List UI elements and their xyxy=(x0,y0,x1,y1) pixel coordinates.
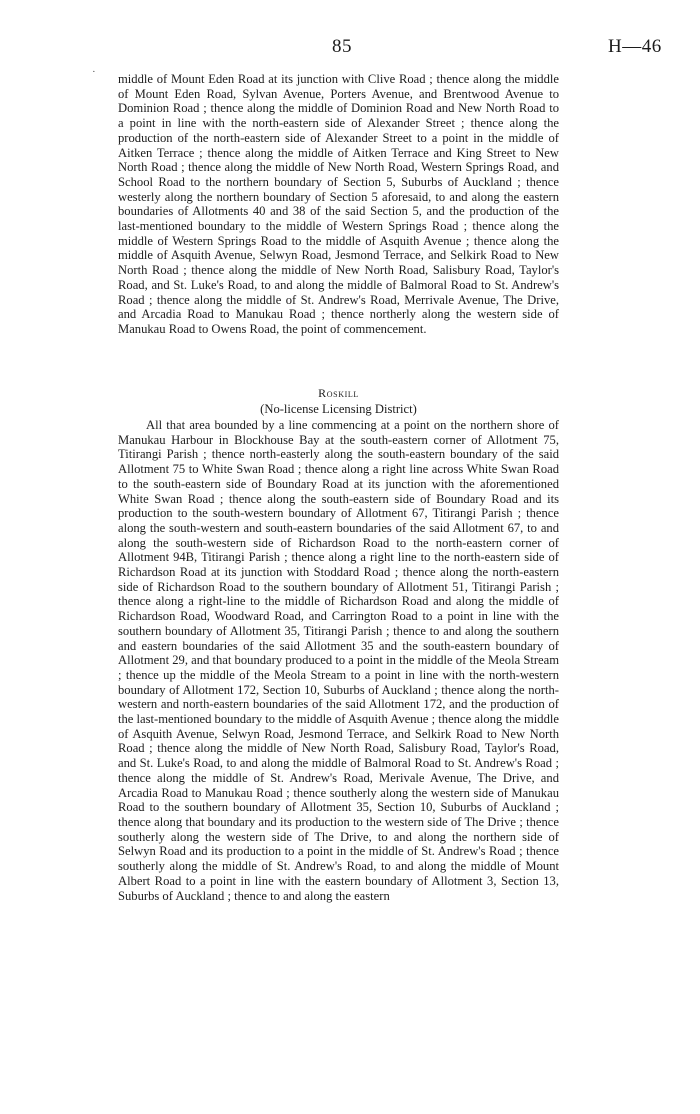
section-subtitle: (No-license Licensing District) xyxy=(260,402,417,416)
section-body-paragraph: All that area bounded by a line commencing at a point on the northern shore of Manukau Harbour in Blockhouse Bay at the south-eastern corner of Allotment 75, Titirangi Parish ; thence north-easterly along the south-eastern boundary of the said Allotment 75 to White Swan Road ; thence along a right line across White Swan Road to the south-eastern side of Boundary Road at its junction with the aforementioned White Swan Road ; thence along the south-eastern side of Boundary Road and its production to the south-western boundary of Allotment 67, Titirangi Parish ; thence along the south-western and south-eastern boundaries of the said Allotment 67, to and along the south-western side of Richardson Road to the north-eastern corner of Allotment 94B, Titirangi Parish ; thence along a right line to the north-eastern side of Richardson Road at its junction with Stoddard Road ; thence along the north-eastern side of Richardson Road to the southern boundary of Allotment 51, Titirangi Parish ; thence along a right-line to the middle of Richardson Road and along the middle of Richardson Road, Woodward Road, and Carrington Road to a point in line with the southern boundary of Allotment 35, Titirangi Parish ; thence to and along the southern and eastern boundaries of the said Allotment 35 and the south-eastern boundary of Allotment 29, and that boundary produced to a point in the middle of the Meola Stream ; thence up the middle of the Meola Stream to a point in line with the north-western boundary of Allotment 172, Section 10, Suburbs of Auckland ; thence along the north-western and north-eastern boundaries of the said Allotment 172, and the production of the last-mentioned boundary to the middle of Asquith Avenue ; thence along the middle of Asquith Avenue, Selwyn Road, Jesmond Terrace, and Selkirk Road to New North Road ; thence along the middle of New North Road, Salisbury Road, Taylor's Road, and St. Luke's Road, to and along the middle of Balmoral Road to St. Andrew's Road ; thence along the middle of St. Andrew's Road, Merivale Avenue, The Drive, and Arcadia Road to Manukau Road ; thence southerly along the western side of Manukau Road to the southern boundary of Allotment 35, Section 10, Suburbs of Auckland ; thence along that boundary and its production to the western side of The Drive ; thence southerly along the western side of The Drive, to and along the northern side of Selwyn Road and its production to a point in the middle of St. Andrew's Road ; thence southerly along the middle of St. Andrew's Road, to and along the middle of Mount Albert Road to a point in line with the eastern boundary of Allotment 3, Section 13, Suburbs of Auckland ; thence to and along the eastern xyxy=(118,418,559,903)
continued-paragraph-block xyxy=(118,72,559,337)
margin-mark: · xyxy=(92,66,96,78)
section-title: Roskill xyxy=(318,386,359,400)
continued-paragraph: middle of Mount Eden Road at its junction with Clive Road ; thence along the middle of Mount Eden Road, Sylvan Avenue, Porters Avenue, and Brentwood Avenue to Dominion Road ; thence along the middle of Dominion Road and New North Road to a point in line with the north-eastern side of Alexander Street ; thence along the production of the north-eastern side of Alexander Street to a point in the middle of Aitken Terrace ; thence along the middle of Aitken Terrace and King Street to New North Road ; thence along the middle of New North Road, Western Springs Road, and School Road to the northern boundary of Section 5, Suburbs of Auckland ; thence westerly along the northern boundary of Section 5 aforesaid, to and along the eastern boundaries of Allotments 40 and 38 of the said Section 5, and the production of the last-mentioned boundary to the middle of Western Springs Road ; thence along the middle of Western Springs Road to the middle of Asquith Avenue ; thence along the middle of Asquith Avenue, Selwyn Road, Jesmond Terrace, and Selkirk Road to New North Road ; thence along the middle of New North Road, Salisbury Road, Taylor's Road, and St. Luke's Road, to and along the middle of Balmoral Road to St. Andrew's Road ; thence along the middle of St. Andrew's Road, Merrivale Avenue, The Drive, and Arcadia Road to Manukau Road ; thence northerly along the western side of Manukau Road to Owens Road, the point of commencement. xyxy=(118,72,559,336)
page-number: 85 xyxy=(332,36,352,57)
document-reference: H—46 xyxy=(608,36,662,57)
section-body-block xyxy=(118,418,559,903)
